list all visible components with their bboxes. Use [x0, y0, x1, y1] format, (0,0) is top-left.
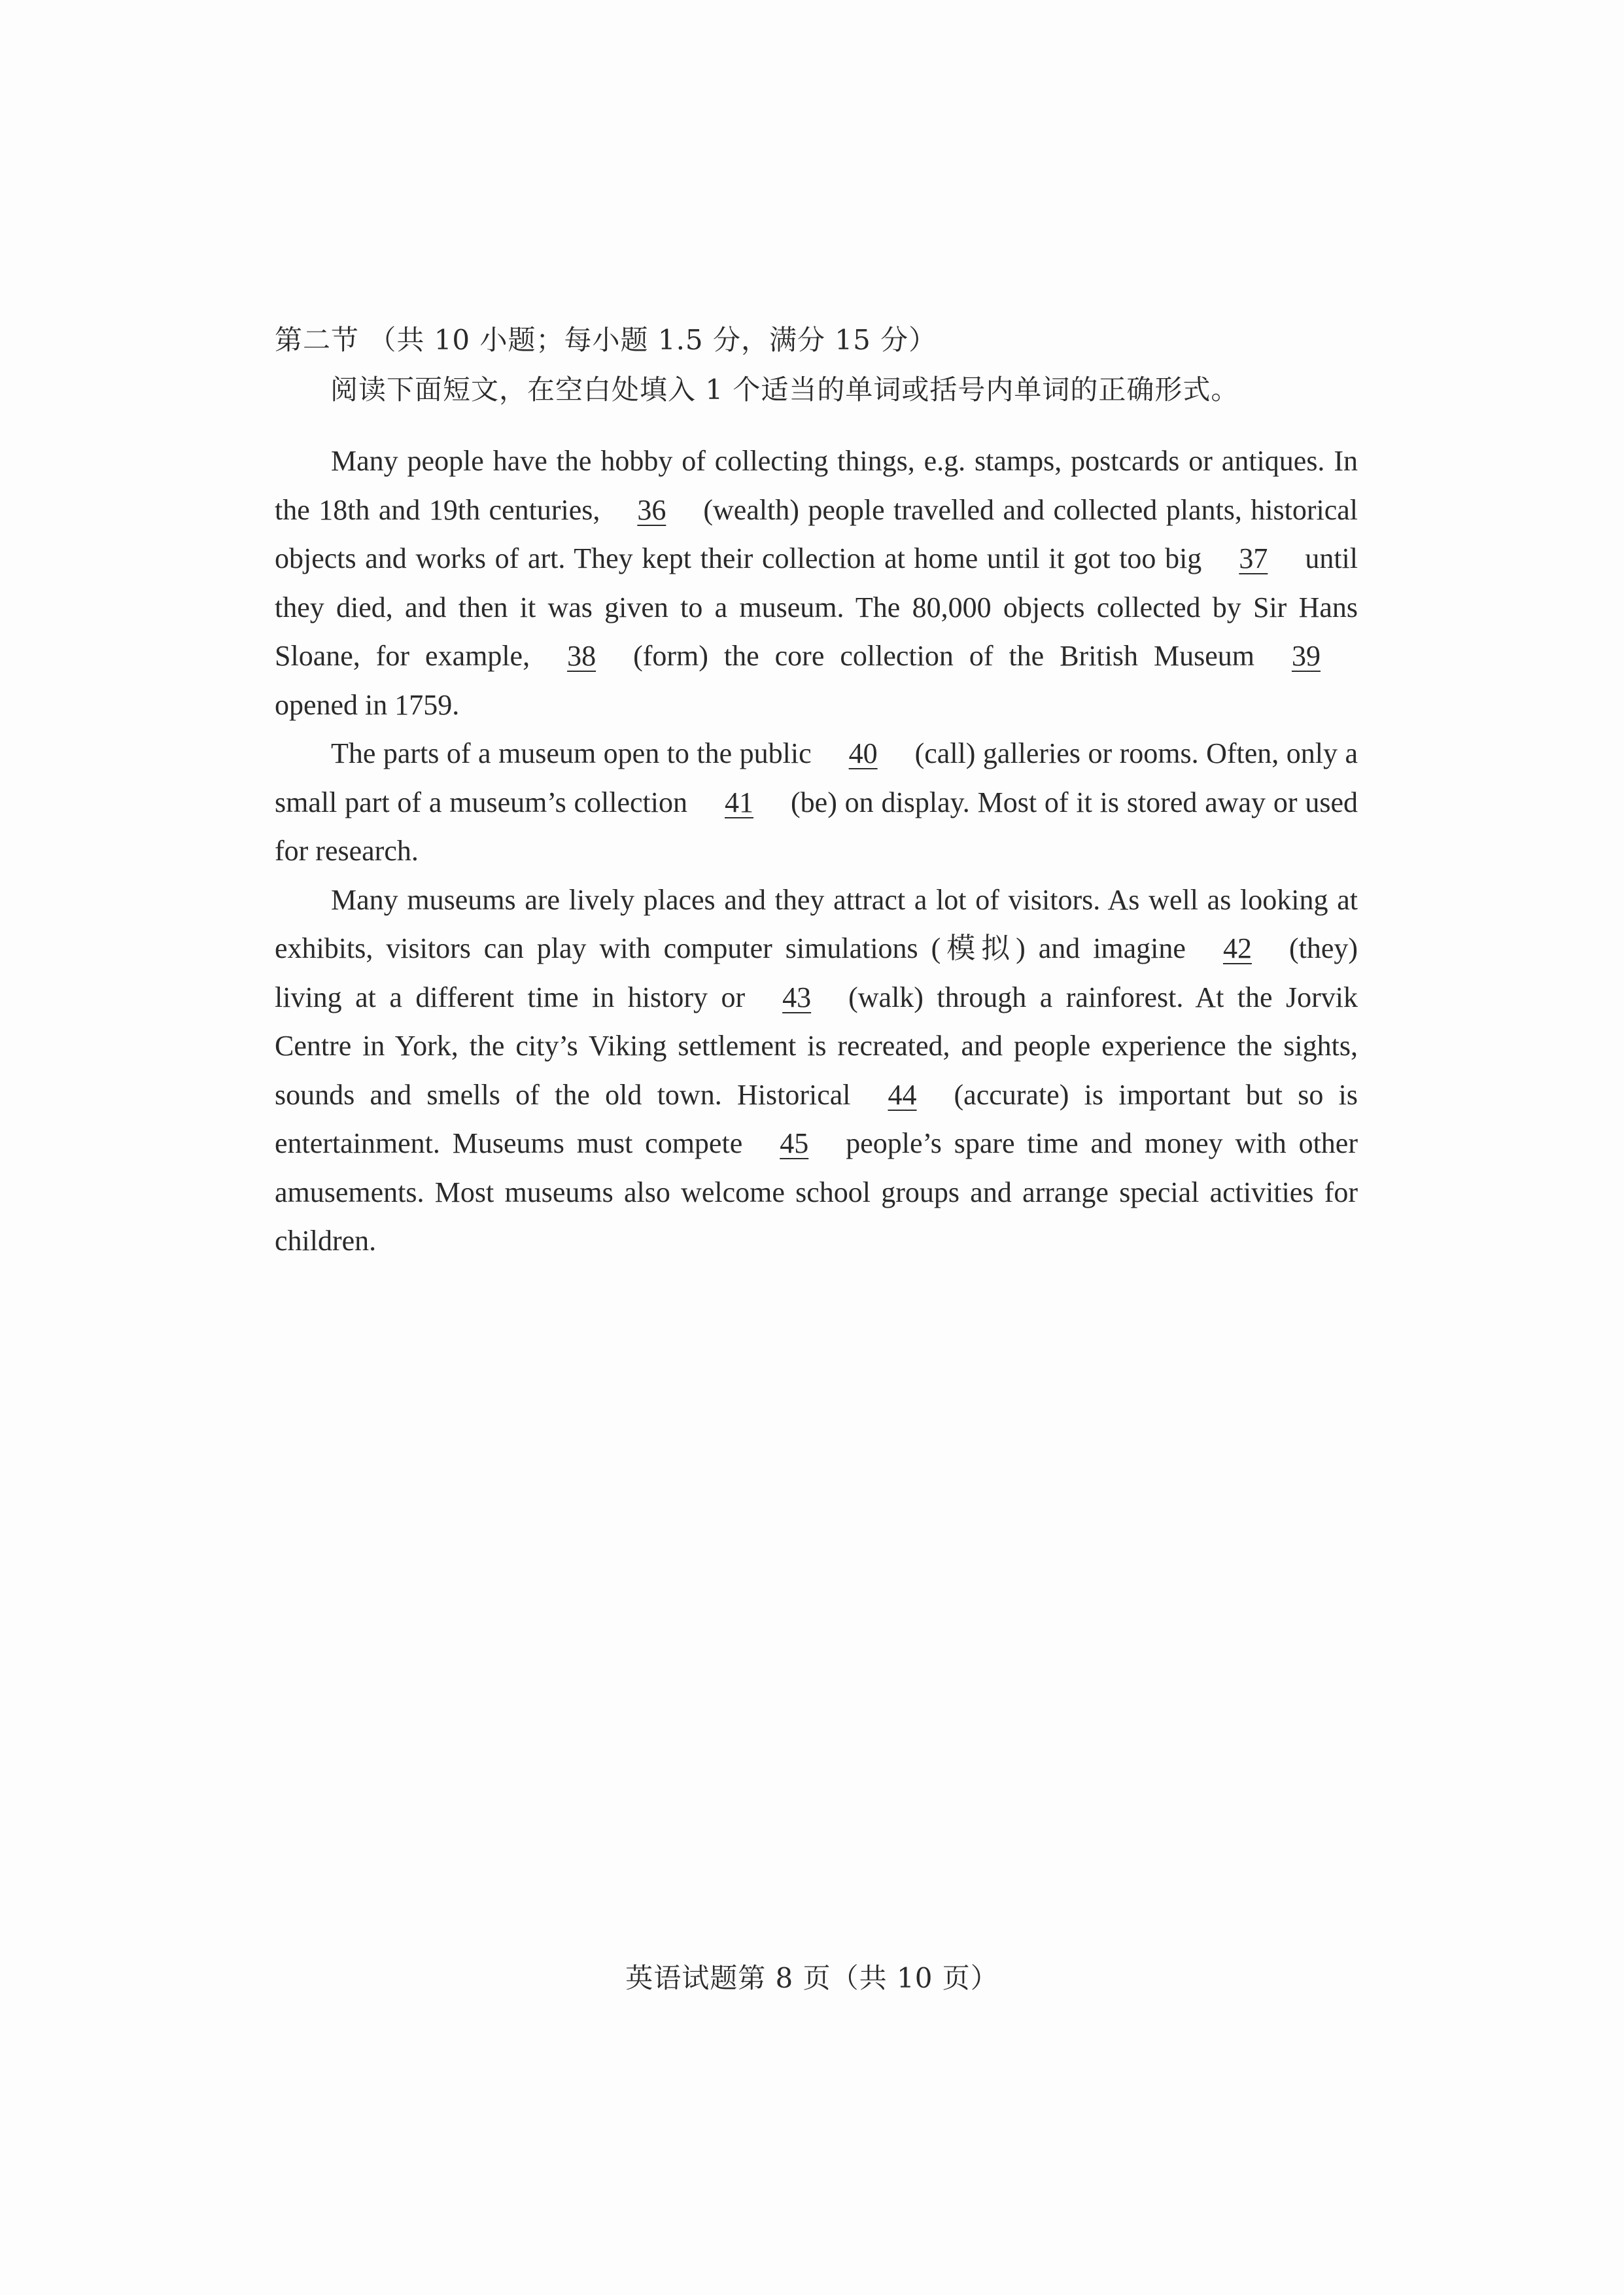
paragraph-3 [275, 876, 1358, 1266]
blank-43: 43 [782, 981, 812, 1013]
instructions: 阅读下面短文，在空白处填入 1 个适当的单词或括号内单词的正确形式。 [330, 374, 1239, 406]
passage-text: (walk) through a rainforest. At the Jorvik Centre in York, the city’s Viking settlement is recreated, and people experience the sights, sounds and smells of the old town. Historical [275, 981, 1358, 1111]
blank-38: 38 [567, 640, 596, 672]
passage-text: (form) the core collection of the British Museum [633, 640, 1254, 672]
passage-text: Many people have the hobby of collecting things, e.g. stamps, postcards or antiques. In the 18th and 19th centuries, [275, 445, 1358, 526]
passage-text: opened in 1759. [275, 688, 460, 721]
passage-text: until they died, and then it was given to a museum. The 80,000 objects collected by Sir Hans Sloane, for example, [275, 542, 1358, 672]
paragraph-2 [275, 729, 1358, 876]
blank-36: 36 [637, 493, 666, 526]
page-footer: 英语试题第 8 页（共 10 页） [625, 1962, 999, 1994]
blank-39: 39 [1291, 640, 1321, 672]
passage-text: The parts of a museum open to the public [331, 737, 812, 769]
passage [275, 437, 1358, 1266]
blank-45: 45 [780, 1127, 809, 1159]
blank-37: 37 [1239, 542, 1268, 574]
passage-text: (be) on display. Most of it is stored away or used for research. [275, 786, 1358, 867]
blank-44: 44 [888, 1078, 917, 1111]
passage-text: (they) living at a different time in history or [275, 932, 1358, 1013]
passage-text: (call) galleries or rooms. Often, only a small part of a museum’s collection [275, 737, 1358, 818]
section-heading: 第二节 （共 10 小题；每小题 1.5 分，满分 15 分） [275, 324, 937, 356]
passage-text: people’s spare time and money with other amusements. Most museums also welcome school groups and arrange special activities for children. [275, 1127, 1358, 1257]
passage-text: (wealth) people travelled and collected plants, historical objects and works of art. They kept their collection at home until it got too big [275, 493, 1358, 574]
passage-text: (accurate) is important but so is entertainment. Museums must compete [275, 1078, 1358, 1159]
blank-41: 41 [725, 786, 754, 818]
blank-40: 40 [848, 737, 878, 769]
paragraph-1 [275, 437, 1358, 729]
blank-42: 42 [1222, 932, 1252, 964]
passage-text: Many museums are lively places and they attract a lot of visitors. As well as looking at exhibits, visitors can play with computer simulations (模拟) and imagine [275, 883, 1358, 964]
